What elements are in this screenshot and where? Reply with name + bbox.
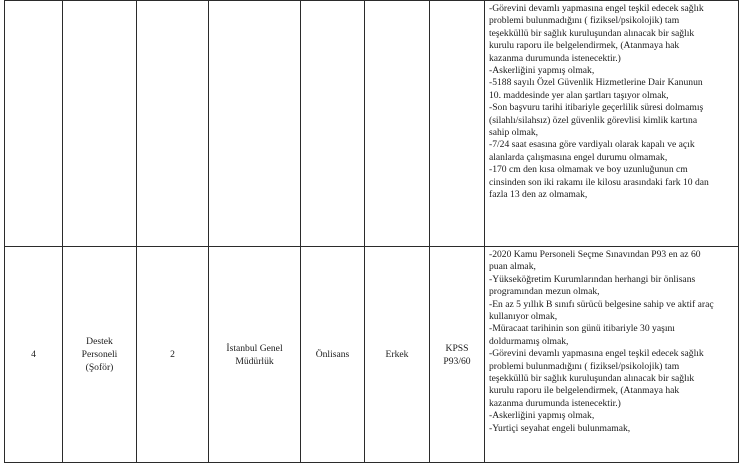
requirement-line: 10. maddesinde yer alan şartları taşıyor olmak,: [489, 89, 669, 101]
requirement-line: cinsinden son iki rakamı ile kilosu arasındaki fark 10 dan: [489, 176, 709, 188]
requirement-line: -5188 sayılı Özel Güvenlik Hizmetlerine Dair Kanunun: [489, 77, 703, 89]
requirement-line: (silahlı/silahsız) özel güvenlik görevlisi kimlik kartına: [489, 114, 698, 126]
table-row: [5, 247, 739, 463]
requirement-line: kurulu raporu ile belgelendirmek, (Atanmaya hak: [489, 385, 680, 397]
requirement-line: -7/24 saat esasına göre vardiyalı olarak kapalı ve açık: [489, 139, 695, 151]
unit-cell-line: Müdürlük: [235, 355, 274, 367]
score-type-cell: [430, 1, 485, 247]
requirement-line: sahip olmak,: [489, 127, 539, 139]
row-number-cell: 4: [5, 247, 63, 463]
position-title-cell: [63, 247, 137, 463]
requirement-line: alanlarda çalışmasına engel durumu olmamak,: [489, 151, 668, 163]
score-type-cell-line: P93/60: [443, 355, 471, 367]
requirement-line: -Yurtiçi seyahat engeli bulunmamak,: [489, 422, 631, 434]
score-type-cell-line: KPSS: [445, 342, 469, 354]
position-count-cell: [137, 1, 209, 247]
row-number-cell: [5, 1, 63, 247]
position-count-cell: 2: [137, 247, 209, 463]
requirements-table: [4, 0, 739, 463]
requirement-line: doldurmamış olmak,: [489, 335, 569, 347]
requirement-line: -170 cm den kısa olmamak ve boy uzunluğunun cm: [489, 164, 688, 176]
requirement-line: -Görevini devamlı yapmasına engel teşkil edecek sağlık: [489, 3, 704, 14]
position-title-cell-line: Destek: [86, 336, 113, 347]
requirements-cell: [485, 247, 739, 463]
requirements-cell: [485, 1, 739, 247]
requirement-line: -Müracaat tarihinin son günü itibariyle 30 yaşını: [489, 323, 675, 335]
requirement-line: teşekküllü bir sağlık kuruluşundan alınacak bir sağlık: [489, 373, 695, 385]
requirement-line: -En az 5 yıllık B sınıfı sürücü belgesine sahip ve aktif araç: [489, 298, 714, 310]
requirement-line: -Son başvuru tarihi itibariyle geçerlilik süresi dolmamış: [489, 102, 704, 114]
requirement-line: kullanıyor olmak,: [489, 311, 558, 323]
position-title-cell-line: Personeli: [81, 349, 118, 360]
score-type-cell: [430, 247, 485, 463]
education-cell: Önlisans: [301, 247, 365, 463]
position-title-cell: [63, 1, 137, 247]
requirement-line: programından mezun olmak,: [489, 286, 600, 298]
requirement-line: kazanma durumunda istenecektir.): [489, 52, 621, 64]
unit-cell-line: İstanbul Genel: [226, 342, 283, 354]
requirement-line: -Askerliğini yapmış olmak,: [489, 65, 595, 77]
requirement-line: -Yükseköğretim Kurumlarından herhangi bir önlisans: [489, 273, 696, 285]
table-row: [5, 1, 739, 247]
unit-cell: [209, 247, 301, 463]
requirement-line: problemi bulunmadığını ( fiziksel/psikolojik) tam: [489, 15, 680, 27]
requirement-line: problemi bulunmadığını ( fiziksel/psikolojik) tam: [489, 360, 680, 372]
education-cell: [301, 1, 365, 247]
requirement-line: -2020 Kamu Personeli Seçme Sınavından P93 en az 60: [489, 249, 701, 260]
requirement-line: fazla 13 den az olmamak,: [489, 189, 588, 201]
requirement-line: kurulu raporu ile belgelendirmek, (Atanmaya hak: [489, 40, 680, 52]
requirement-line: kazanma durumunda istenecektir.): [489, 397, 621, 409]
gender-cell: [365, 1, 430, 247]
requirement-line: teşekküllü bir sağlık kuruluşundan alınacak bir sağlık: [489, 27, 695, 39]
requirement-line: puan almak,: [489, 261, 536, 273]
position-title-cell-line: (Şoför): [85, 362, 114, 373]
requirement-line: -Askerliğini yapmış olmak,: [489, 410, 595, 422]
requirement-line: -Görevini devamlı yapmasına engel teşkil edecek sağlık: [489, 348, 704, 360]
table-body: [5, 1, 739, 463]
gender-cell: Erkek: [365, 247, 430, 463]
unit-cell: [209, 1, 301, 247]
